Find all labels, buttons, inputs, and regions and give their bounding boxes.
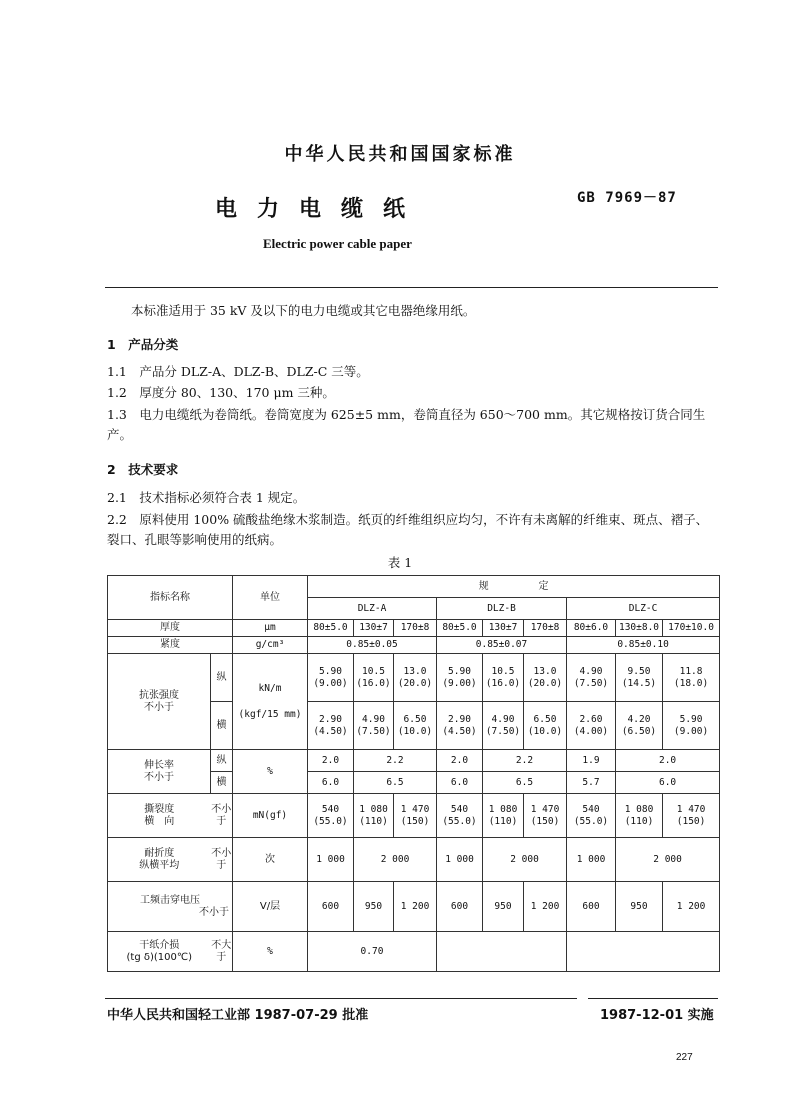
row-label-name: 撕裂度 (144, 803, 175, 815)
row-label (108, 882, 233, 932)
cell-value: 1 470 (530, 803, 560, 815)
cell-value: 4.90 (491, 713, 515, 725)
header-name: 指标名称 (108, 576, 233, 620)
intro-text: 本标准适用于 35 kV 及以下的电力电缆或其它电器绝缘用纸。 (131, 303, 476, 318)
table-cell: 6.0 (616, 772, 720, 794)
table-cell: 170±8 (394, 620, 437, 637)
cell-value: 2.90 (448, 713, 471, 725)
cell-value: (16.0) (485, 677, 521, 689)
cell-value: (150) (400, 815, 430, 827)
table-cell (354, 794, 394, 838)
row-label-sub: 不小于 (144, 771, 174, 783)
table-cell: 130±8.0 (616, 620, 663, 637)
table-cell: 170±8 (524, 620, 567, 637)
row-label: 紧度 (108, 637, 233, 654)
table-cell: 0.70 (308, 932, 437, 972)
table-cell (616, 794, 663, 838)
table-cell: 1 200 (394, 882, 437, 932)
cell-value: 2.90 (319, 713, 342, 725)
cell-value: (10.0) (397, 725, 433, 737)
cell-value: (7.50) (573, 677, 609, 689)
cell-value: 4.90 (362, 713, 385, 725)
grade-header: DLZ-A (308, 598, 437, 620)
table-cell: 2.2 (483, 750, 567, 772)
cell-value: (9.00) (442, 677, 477, 689)
cell-value: (55.0) (573, 815, 609, 827)
cell-value: (110) (488, 815, 518, 827)
table-cell: 6.5 (354, 772, 437, 794)
cell-value: (20.0) (397, 677, 433, 689)
row-label-sub: 不小于 (211, 838, 233, 882)
row-label-sub: 不小于 (144, 701, 174, 713)
table-cell: 80±6.0 (567, 620, 616, 637)
row-label (108, 654, 211, 750)
cell-value: (150) (530, 815, 560, 827)
table-cell: 2 000 (616, 838, 720, 882)
table-cell: 0.85±0.07 (437, 637, 567, 654)
grade-header: DLZ-C (567, 598, 720, 620)
cell-value: 1 080 (488, 803, 518, 815)
cell-value: (16.0) (356, 677, 391, 689)
footer-divider-right (588, 998, 718, 999)
table-cell: 1 200 (663, 882, 720, 932)
cell-value: 5.90 (448, 665, 471, 677)
cell-value: (20.0) (527, 677, 563, 689)
table-cell: 600 (437, 882, 483, 932)
table-cell (663, 794, 720, 838)
table-cell: 2 000 (483, 838, 567, 882)
table-cell: 130±7 (483, 620, 524, 637)
cell-value: (9.00) (673, 725, 709, 737)
cell-value: 540 (450, 803, 469, 815)
cell-value: 13.0 (403, 665, 427, 677)
row-label-name: 干纸介损 (139, 939, 180, 951)
table-cell (567, 654, 616, 702)
standard-title: 中华人民共和国国家标准 (284, 144, 516, 165)
table-cell (663, 702, 720, 750)
table-cell: 1.9 (567, 750, 616, 772)
cell-value: 10.5 (362, 665, 385, 677)
table-cell: 6.5 (483, 772, 567, 794)
table-cell: 950 (483, 882, 524, 932)
section-1-1: 1.1 产品分 DLZ-A、DLZ-B、DLZ-C 三等。 (107, 364, 369, 379)
table-caption: 表 1 (387, 555, 413, 570)
cell-value: (14.5) (621, 677, 657, 689)
approval-line: 中华人民共和国轻工业部 1987-07-29 批准 (107, 1008, 369, 1023)
table-cell: 600 (308, 882, 354, 932)
cell-value: (110) (359, 815, 388, 827)
cell-value: (10.0) (527, 725, 563, 737)
spec-table (107, 575, 720, 972)
header-unit: 单位 (233, 576, 308, 620)
cell-value: (6.50) (621, 725, 657, 737)
cell-value: 9.50 (627, 665, 651, 677)
table-cell (354, 702, 394, 750)
table-cell (483, 702, 524, 750)
direction-cross: 横 (211, 702, 233, 750)
cell-value: 6.50 (403, 713, 427, 725)
table-cell (524, 702, 567, 750)
cell-value: 4.20 (627, 713, 651, 725)
unit-line: kN/m (258, 682, 282, 694)
cell-value: (4.00) (573, 725, 609, 737)
direction-cross: 横 (211, 772, 233, 794)
cell-value: 1 080 (624, 803, 654, 815)
row-label-name: 横 向 (144, 815, 175, 827)
grade-header: DLZ-B (437, 598, 567, 620)
table-cell (308, 702, 354, 750)
table-cell (567, 702, 616, 750)
row-label (108, 932, 211, 972)
row-label-name: 耐折度 (144, 847, 175, 859)
unit-cell: % (233, 932, 308, 972)
table-cell: 1 000 (437, 838, 483, 882)
footer-divider-left (105, 998, 577, 999)
cell-value: 6.50 (533, 713, 557, 725)
cell-value: 540 (321, 803, 340, 815)
unit-line: (kgf/15 mm) (238, 708, 302, 720)
section-1-3: 1.3 电力电缆纸为卷筒纸。卷筒宽度为 625±5 mm，卷筒直径为 650～700 mm。其它规格按订货合同生产。 (107, 407, 706, 442)
table-cell-empty (567, 932, 720, 972)
table-cell (437, 654, 483, 702)
table-cell: 950 (354, 882, 394, 932)
row-label-sub: 不大于 (211, 932, 233, 972)
cell-value: 4.90 (579, 665, 603, 677)
cell-value: 540 (582, 803, 600, 815)
cell-value: 2.60 (579, 713, 603, 725)
table-cell: 2.0 (308, 750, 354, 772)
table-cell: 170±10.0 (663, 620, 720, 637)
table-cell (308, 654, 354, 702)
row-label-sub: 不小于 (199, 906, 229, 918)
table-cell (483, 654, 524, 702)
cell-value: 5.90 (679, 713, 703, 725)
header-spec: 规 定 (308, 576, 720, 598)
page-number: 227 (676, 1052, 693, 1063)
table-cell (524, 654, 567, 702)
row-label (108, 838, 211, 882)
unit-cell: μm (233, 620, 308, 637)
section-2-2: 2.2 原料使用 100% 硫酸盐绝缘木浆制造。纸页的纤维组织应均匀，不许有未离解的纤维束、斑点、褶子、裂口、孔眼等影响使用的纸病。 (107, 512, 709, 547)
unit-cell (233, 654, 308, 750)
table-cell: 6.0 (437, 772, 483, 794)
cell-value: (7.50) (356, 725, 391, 737)
table-cell (483, 794, 524, 838)
cell-value: 1 470 (676, 803, 706, 815)
unit-cell: mN(gf) (233, 794, 308, 838)
direction-long: 纵 (211, 750, 233, 772)
cell-value: (110) (624, 815, 654, 827)
table-cell (616, 702, 663, 750)
table-cell (663, 654, 720, 702)
table-cell: 1 000 (567, 838, 616, 882)
table-cell: 6.0 (308, 772, 354, 794)
section-1-heading: 1 产品分类 (107, 337, 179, 352)
table-cell-empty (437, 932, 567, 972)
unit-cell: V/层 (233, 882, 308, 932)
english-title: Electric power cable paper (263, 236, 412, 251)
table-cell: 80±5.0 (308, 620, 354, 637)
row-label-name: 工频击穿电压 (140, 894, 200, 906)
table-cell (567, 794, 616, 838)
cell-value: (4.50) (313, 725, 348, 737)
section-2-heading: 2 技术要求 (107, 462, 179, 477)
table-cell (394, 794, 437, 838)
cell-value: (4.50) (442, 725, 477, 737)
table-cell: 1 000 (308, 838, 354, 882)
table-cell: 1 200 (524, 882, 567, 932)
row-label: 厚度 (108, 620, 233, 637)
cell-value: (7.50) (485, 725, 521, 737)
table-cell (524, 794, 567, 838)
table-cell (437, 702, 483, 750)
header-divider (105, 287, 718, 288)
table-cell: 80±5.0 (437, 620, 483, 637)
unit-cell: % (233, 750, 308, 794)
cell-value: 13.0 (533, 665, 557, 677)
table-cell: 2 000 (354, 838, 437, 882)
document-title: 电力电缆纸 (215, 197, 426, 222)
cell-value: (18.0) (673, 677, 709, 689)
row-label (108, 794, 211, 838)
cell-value: 1 080 (359, 803, 388, 815)
section-2-1: 2.1 技术指标必须符合表 1 规定。 (107, 490, 306, 505)
row-label-name: (tg δ)(100℃) (126, 951, 192, 963)
table-cell: 0.85±0.05 (308, 637, 437, 654)
table-cell: 0.85±0.10 (567, 637, 720, 654)
direction-long: 纵 (211, 654, 233, 702)
row-label (108, 750, 211, 794)
unit-cell: g/cm³ (233, 637, 308, 654)
table-cell: 5.7 (567, 772, 616, 794)
standard-code: GB 7969－87 (577, 190, 677, 206)
cell-value: 5.90 (319, 665, 342, 677)
table-cell: 600 (567, 882, 616, 932)
table-cell: 2.2 (354, 750, 437, 772)
row-label-sub: 不小于 (211, 794, 233, 838)
table-cell: 950 (616, 882, 663, 932)
cell-value: 1 470 (400, 803, 430, 815)
table-cell (354, 654, 394, 702)
implementation-date: 1987-12-01 实施 (600, 1008, 714, 1023)
row-label-name: 纵横平均 (139, 859, 180, 871)
table-cell: 2.0 (437, 750, 483, 772)
cell-value: (9.00) (313, 677, 348, 689)
cell-value: (150) (676, 815, 706, 827)
cell-value: 11.8 (679, 665, 703, 677)
cell-value: (55.0) (442, 815, 477, 827)
row-label-name: 伸长率 (144, 759, 174, 771)
row-label-name: 抗张强度 (139, 689, 179, 701)
table-cell: 130±7 (354, 620, 394, 637)
table-cell (394, 654, 437, 702)
table-cell: 2.0 (616, 750, 720, 772)
table-cell (394, 702, 437, 750)
unit-cell: 次 (233, 838, 308, 882)
table-cell (308, 794, 354, 838)
cell-value: (55.0) (313, 815, 348, 827)
section-1-2: 1.2 厚度分 80、130、170 μm 三种。 (107, 385, 335, 400)
cell-value: 10.5 (491, 665, 515, 677)
table-cell (437, 794, 483, 838)
table-cell (616, 654, 663, 702)
